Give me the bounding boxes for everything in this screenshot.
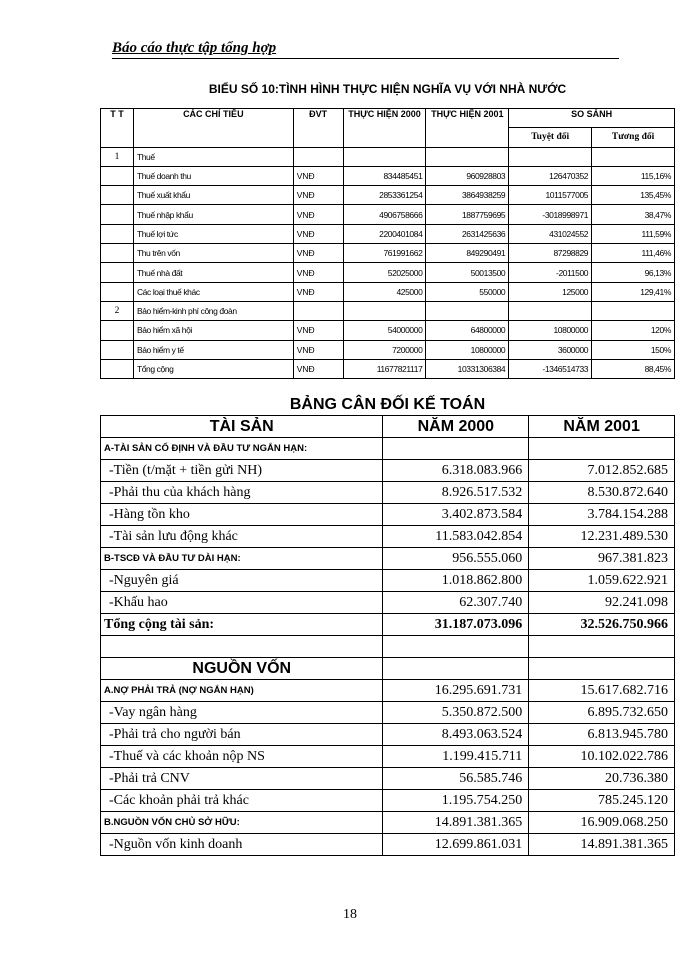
- cell-nam-2000: 31.187.073.096: [383, 614, 529, 636]
- cell-tt: [101, 166, 134, 185]
- cell-dvt: [293, 301, 343, 320]
- cell-thuc-hien-2000: 4906758666: [343, 205, 426, 224]
- cell-chi-tieu: Thuế nhập khẩu: [133, 205, 293, 224]
- table2-row: [101, 592, 675, 614]
- cell-nam-2000: 62.307.740: [383, 592, 529, 614]
- table1-title: BIỂU SỐ 10:TÌNH HÌNH THỰC HIỆN NGHĨA VỤ VỚI NHÀ NƯỚC: [208, 82, 567, 96]
- cell-chi-tieu: Thuế nhà đất: [133, 263, 293, 282]
- cell-nam-2000: 16.295.691.731: [383, 680, 529, 702]
- cell-nam-2000: 1.018.862.800: [383, 570, 529, 592]
- cell-dvt: VNĐ: [293, 166, 343, 185]
- cell-label: -Tiền (t/mặt + tiền gửi NH): [101, 460, 383, 482]
- table1-header-row: [101, 109, 675, 128]
- cell-label: -Hàng tồn kho: [101, 504, 383, 526]
- cell-chi-tieu: Các loại thuế khác: [133, 282, 293, 301]
- cell-thuc-hien-2001: [426, 147, 509, 166]
- header-tt: T T: [101, 109, 134, 148]
- cell-tt: [101, 205, 134, 224]
- cell-tuyet-doi: [509, 301, 592, 320]
- table1-row: [101, 244, 675, 263]
- cell-label: NGUỒN VỐN: [101, 658, 383, 680]
- cell-tuong-doi: 150%: [592, 340, 675, 359]
- cell-nam-2001: 32.526.750.966: [529, 614, 675, 636]
- table1-row: [101, 147, 675, 166]
- table1-row: [101, 359, 675, 378]
- table2-row: [101, 504, 675, 526]
- cell-nam-2001: [529, 438, 675, 460]
- cell-nam-2001: 12.231.489.530: [529, 526, 675, 548]
- cell-tuong-doi: 135,45%: [592, 186, 675, 205]
- cell-nam-2000: 14.891.381.365: [383, 812, 529, 834]
- cell-nam-2001: 8.530.872.640: [529, 482, 675, 504]
- cell-tt: [101, 244, 134, 263]
- cell-dvt: VNĐ: [293, 359, 343, 378]
- table2-row: [101, 526, 675, 548]
- table2-row: [101, 658, 675, 680]
- cell-thuc-hien-2001: 64800000: [426, 321, 509, 340]
- cell-tuyet-doi: 1011577005: [509, 186, 592, 205]
- cell-thuc-hien-2000: 425000: [343, 282, 426, 301]
- cell-tuyet-doi: 125000: [509, 282, 592, 301]
- header-nam-2000: NĂM 2000: [383, 416, 529, 438]
- cell-nam-2000: 1.199.415.711: [383, 746, 529, 768]
- cell-tt: 1: [101, 147, 134, 166]
- cell-thuc-hien-2001: 3864938259: [426, 186, 509, 205]
- cell-tt: [101, 321, 134, 340]
- table1-row: [101, 166, 675, 185]
- table2-row: [101, 438, 675, 460]
- header-nam-2001: NĂM 2001: [529, 416, 675, 438]
- cell-nam-2000: 6.318.083.966: [383, 460, 529, 482]
- cell-thuc-hien-2001: 2631425636: [426, 224, 509, 243]
- cell-nam-2001: 785.245.120: [529, 790, 675, 812]
- cell-chi-tieu: Thuế: [133, 147, 293, 166]
- cell-thuc-hien-2000: 761991662: [343, 244, 426, 263]
- cell-dvt: VNĐ: [293, 282, 343, 301]
- cell-tuyet-doi: 431024552: [509, 224, 592, 243]
- cell-label: Tổng cộng tài sản:: [101, 614, 383, 636]
- cell-chi-tieu: Bảo hiểm xã hội: [133, 321, 293, 340]
- cell-thuc-hien-2001: 1887759695: [426, 205, 509, 224]
- cell-dvt: VNĐ: [293, 340, 343, 359]
- cell-tuyet-doi: 87298829: [509, 244, 592, 263]
- table1-row: [101, 224, 675, 243]
- cell-tt: 2: [101, 301, 134, 320]
- cell-nam-2001: 20.736.380: [529, 768, 675, 790]
- cell-thuc-hien-2001: 50013500: [426, 263, 509, 282]
- cell-chi-tieu: Thu trên vốn: [133, 244, 293, 263]
- cell-thuc-hien-2001: 10800000: [426, 340, 509, 359]
- cell-tuong-doi: 111,59%: [592, 224, 675, 243]
- cell-tt: [101, 186, 134, 205]
- cell-nam-2000: 3.402.873.584: [383, 504, 529, 526]
- cell-tuyet-doi: 126470352: [509, 166, 592, 185]
- cell-nam-2001: 1.059.622.921: [529, 570, 675, 592]
- table2-row: [101, 636, 675, 658]
- cell-label: -Các khoản phải trả khác: [101, 790, 383, 812]
- cell-nam-2000: 5.350.872.500: [383, 702, 529, 724]
- cell-nam-2001: 3.784.154.288: [529, 504, 675, 526]
- cell-dvt: VNĐ: [293, 186, 343, 205]
- cell-nam-2001: [529, 658, 675, 680]
- table1-row: [101, 263, 675, 282]
- cell-dvt: VNĐ: [293, 205, 343, 224]
- cell-tuyet-doi: -1346514733: [509, 359, 592, 378]
- table1-row: [101, 340, 675, 359]
- cell-label: -Nguyên giá: [101, 570, 383, 592]
- cell-label: -Nguồn vốn kinh doanh: [101, 834, 383, 856]
- cell-nam-2000: 1.195.754.250: [383, 790, 529, 812]
- tax-obligation-table: [100, 108, 675, 379]
- table1-row: [101, 186, 675, 205]
- header-dvt: ĐVT: [293, 109, 343, 148]
- cell-thuc-hien-2001: 550000: [426, 282, 509, 301]
- cell-thuc-hien-2001: 960928803: [426, 166, 509, 185]
- cell-thuc-hien-2000: [343, 301, 426, 320]
- cell-nam-2001: 16.909.068.250: [529, 812, 675, 834]
- cell-nam-2000: [383, 636, 529, 658]
- table2-row: [101, 548, 675, 570]
- cell-thuc-hien-2000: 7200000: [343, 340, 426, 359]
- cell-label: -Phải trả CNV: [101, 768, 383, 790]
- cell-dvt: VNĐ: [293, 224, 343, 243]
- header-chi-tieu: CÁC CHỈ TIÊU: [133, 109, 293, 148]
- cell-nam-2001: 14.891.381.365: [529, 834, 675, 856]
- cell-nam-2001: 6.895.732.650: [529, 702, 675, 724]
- cell-tuyet-doi: [509, 147, 592, 166]
- cell-tt: [101, 340, 134, 359]
- cell-nam-2001: 15.617.682.716: [529, 680, 675, 702]
- balance-sheet-table: [100, 415, 675, 856]
- table2-header-row: [101, 416, 675, 438]
- cell-nam-2000: 8.926.517.532: [383, 482, 529, 504]
- cell-chi-tieu: Thuế lợi tức: [133, 224, 293, 243]
- cell-thuc-hien-2001: 10331306384: [426, 359, 509, 378]
- table2-row: [101, 460, 675, 482]
- cell-dvt: VNĐ: [293, 244, 343, 263]
- table2-row: [101, 614, 675, 636]
- cell-nam-2000: 11.583.042.854: [383, 526, 529, 548]
- cell-nam-2000: 956.555.060: [383, 548, 529, 570]
- cell-chi-tieu: Thuế xuất khẩu: [133, 186, 293, 205]
- cell-tuong-doi: [592, 301, 675, 320]
- cell-label: B-TSCĐ VÀ ĐẦU TƯ DÀI HẠN:: [101, 548, 383, 570]
- header-tuong-doi: Tương đối: [592, 128, 675, 147]
- cell-thuc-hien-2000: 54000000: [343, 321, 426, 340]
- cell-dvt: VNĐ: [293, 321, 343, 340]
- cell-tuong-doi: 111,46%: [592, 244, 675, 263]
- cell-dvt: [293, 147, 343, 166]
- report-header-title: Báo cáo thực tập tổng hợp: [112, 40, 277, 56]
- table2-row: [101, 768, 675, 790]
- cell-chi-tieu: Bảo hiểm y tế: [133, 340, 293, 359]
- cell-nam-2000: 8.493.063.524: [383, 724, 529, 746]
- table2-row: [101, 812, 675, 834]
- cell-nam-2001: 92.241.098: [529, 592, 675, 614]
- cell-thuc-hien-2000: [343, 147, 426, 166]
- table2-row: [101, 702, 675, 724]
- table2-row: [101, 570, 675, 592]
- cell-nam-2001: [529, 636, 675, 658]
- table1-row: [101, 321, 675, 340]
- cell-dvt: VNĐ: [293, 263, 343, 282]
- cell-label: [101, 636, 383, 658]
- table1-row: [101, 301, 675, 320]
- table2-row: [101, 834, 675, 856]
- cell-nam-2001: 10.102.022.786: [529, 746, 675, 768]
- header-thuc-hien-2001: THỰC HIỆN 2001: [426, 109, 509, 148]
- page-number: 18: [343, 907, 357, 922]
- table1-row: [101, 282, 675, 301]
- cell-label: B.NGUỒN VỐN CHỦ SỞ HỮU:: [101, 812, 383, 834]
- cell-tuyet-doi: 3600000: [509, 340, 592, 359]
- cell-tt: [101, 263, 134, 282]
- cell-tuong-doi: 96,13%: [592, 263, 675, 282]
- cell-tuyet-doi: 10800000: [509, 321, 592, 340]
- cell-chi-tieu: Bảo hiểm-kinh phí công đoàn: [133, 301, 293, 320]
- cell-tuong-doi: 115,16%: [592, 166, 675, 185]
- cell-label: -Tài sản lưu động khác: [101, 526, 383, 548]
- header-tai-san: TÀI SẢN: [101, 416, 383, 438]
- cell-label: -Vay ngân hàng: [101, 702, 383, 724]
- cell-nam-2000: 56.585.746: [383, 768, 529, 790]
- cell-nam-2001: 6.813.945.780: [529, 724, 675, 746]
- table2-title: BẢNG CÂN ĐỐI KẾ TOÁN: [289, 396, 486, 413]
- table2-body: [101, 438, 675, 856]
- cell-tuong-doi: 129,41%: [592, 282, 675, 301]
- cell-thuc-hien-2000: 834485451: [343, 166, 426, 185]
- cell-thuc-hien-2000: 2853361254: [343, 186, 426, 205]
- table1-row: [101, 205, 675, 224]
- cell-chi-tieu: Tổng cộng: [133, 359, 293, 378]
- cell-tt: [101, 282, 134, 301]
- cell-nam-2000: 12.699.861.031: [383, 834, 529, 856]
- cell-tuyet-doi: -2011500: [509, 263, 592, 282]
- cell-thuc-hien-2001: [426, 301, 509, 320]
- cell-thuc-hien-2000: 52025000: [343, 263, 426, 282]
- cell-label: -Thuế và các khoản nộp NS: [101, 746, 383, 768]
- cell-tuong-doi: [592, 147, 675, 166]
- header-tuyet-doi: Tuyệt đối: [509, 128, 592, 147]
- cell-label: -Khấu hao: [101, 592, 383, 614]
- cell-thuc-hien-2000: 11677821117: [343, 359, 426, 378]
- table2-row: [101, 746, 675, 768]
- cell-nam-2001: 7.012.852.685: [529, 460, 675, 482]
- table2-row: [101, 790, 675, 812]
- cell-label: A-TÀI SẢN CỐ ĐỊNH VÀ ĐẦU TƯ NGẮN HẠN:: [101, 438, 383, 460]
- table2-row: [101, 482, 675, 504]
- cell-thuc-hien-2000: 2200401084: [343, 224, 426, 243]
- cell-label: -Phải trả cho người bán: [101, 724, 383, 746]
- table1-body: [101, 147, 675, 379]
- header-so-sanh: SO SÁNH: [509, 109, 675, 128]
- cell-tt: [101, 224, 134, 243]
- table2-row: [101, 680, 675, 702]
- cell-thuc-hien-2001: 849290491: [426, 244, 509, 263]
- cell-nam-2000: [383, 658, 529, 680]
- cell-tt: [101, 359, 134, 378]
- cell-tuong-doi: 120%: [592, 321, 675, 340]
- cell-label: -Phải thu của khách hàng: [101, 482, 383, 504]
- cell-nam-2001: 967.381.823: [529, 548, 675, 570]
- table2-row: [101, 724, 675, 746]
- cell-tuong-doi: 88,45%: [592, 359, 675, 378]
- header-thuc-hien-2000: THỰC HIỆN 2000: [343, 109, 426, 148]
- cell-nam-2000: [383, 438, 529, 460]
- cell-tuyet-doi: -3018998971: [509, 205, 592, 224]
- cell-tuong-doi: 38,47%: [592, 205, 675, 224]
- header-rule: [112, 58, 619, 59]
- cell-label: A.NỢ PHẢI TRẢ (NỢ NGẮN HẠN): [101, 680, 383, 702]
- cell-chi-tieu: Thuế doanh thu: [133, 166, 293, 185]
